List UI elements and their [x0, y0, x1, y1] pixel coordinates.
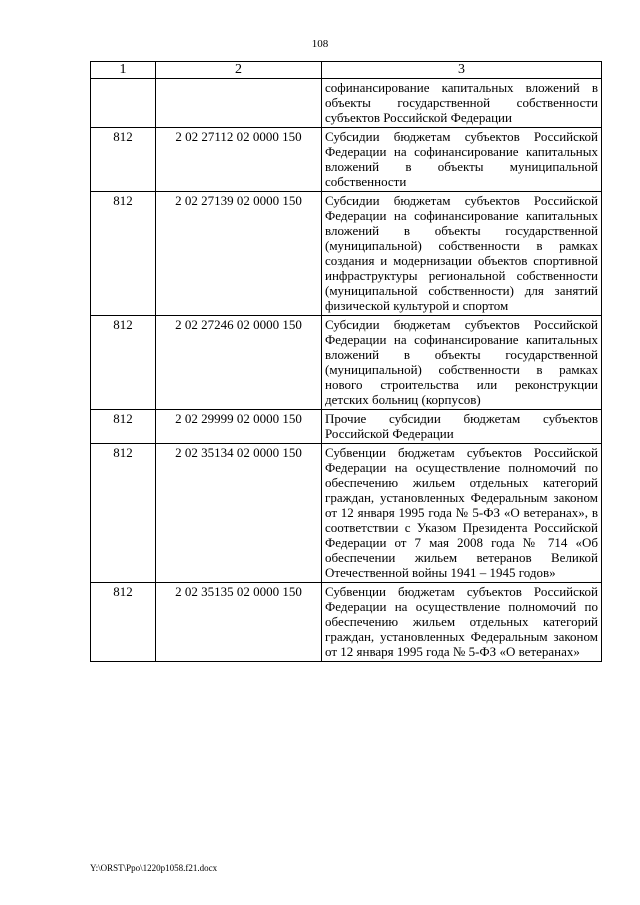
budget-codes-table [90, 61, 602, 662]
description-cell: Субсидии бюджетам субъектов Российской Федерации на софинансирование капитальных вложений в объекты государственной (муниципальной) собственности в рамках создания и модернизации объектов спортивной инфраструктуры региональной собственности (муниципальной собственности) для занятий физической культурой и спортом [322, 192, 602, 316]
header-col-2: 2 [156, 62, 322, 79]
table-row [91, 583, 602, 662]
description-cell: Субвенции бюджетам субъектов Российской Федерации на осуществление полномочий по обеспечению жильем отдельных категорий граждан, установленных Федеральным законом от 12 января 1995 года № 5-ФЗ «О ветеранах», в соответствии с Указом Президента Российской Федерации от 7 мая 2008 года № 714 «Об обеспечении жильем ветеранов Великой Отечественной войны 1941 – 1945 годов» [322, 444, 602, 583]
description-cell: софинансирование капитальных вложений в объекты государственной собственности субъектов Российской Федерации [322, 79, 602, 128]
footer-file-path: Y:\ORST\Ppo\1220p1058.f21.docx [90, 863, 218, 873]
description-cell: Субсидии бюджетам субъектов Российской Федерации на софинансирование капитальных вложений в объекты государственной (муниципальной) собственности в рамках нового строительства или реконструкции детских больниц (корпусов) [322, 316, 602, 410]
kbk-code-cell: 2 02 27246 02 0000 150 [156, 316, 322, 410]
kbk-code-cell: 2 02 35135 02 0000 150 [156, 583, 322, 662]
admin-code-cell [91, 79, 156, 128]
kbk-code-cell: 2 02 27112 02 0000 150 [156, 128, 322, 192]
table-row [91, 444, 602, 583]
kbk-code-cell: 2 02 29999 02 0000 150 [156, 410, 322, 444]
kbk-code-cell [156, 79, 322, 128]
description-cell: Субсидии бюджетам субъектов Российской Федерации на софинансирование капитальных вложений в объекты муниципальной собственности [322, 128, 602, 192]
table-row [91, 128, 602, 192]
description-cell: Субвенции бюджетам субъектов Российской Федерации на осуществление полномочий по обеспечению жильем отдельных категорий граждан, установленных Федеральным законом от 12 января 1995 года № 5-ФЗ «О ветеранах» [322, 583, 602, 662]
admin-code-cell: 812 [91, 128, 156, 192]
admin-code-cell: 812 [91, 316, 156, 410]
admin-code-cell: 812 [91, 192, 156, 316]
header-col-3: 3 [322, 62, 602, 79]
table-row [91, 316, 602, 410]
table-row [91, 79, 602, 128]
header-col-1: 1 [91, 62, 156, 79]
table-header-row [91, 62, 602, 79]
admin-code-cell: 812 [91, 410, 156, 444]
table-row [91, 192, 602, 316]
kbk-code-cell: 2 02 35134 02 0000 150 [156, 444, 322, 583]
page-number: 108 [311, 38, 329, 50]
table-row [91, 410, 602, 444]
admin-code-cell: 812 [91, 444, 156, 583]
kbk-code-cell: 2 02 27139 02 0000 150 [156, 192, 322, 316]
description-cell: Прочие субсидии бюджетам субъектов Российской Федерации [322, 410, 602, 444]
admin-code-cell: 812 [91, 583, 156, 662]
